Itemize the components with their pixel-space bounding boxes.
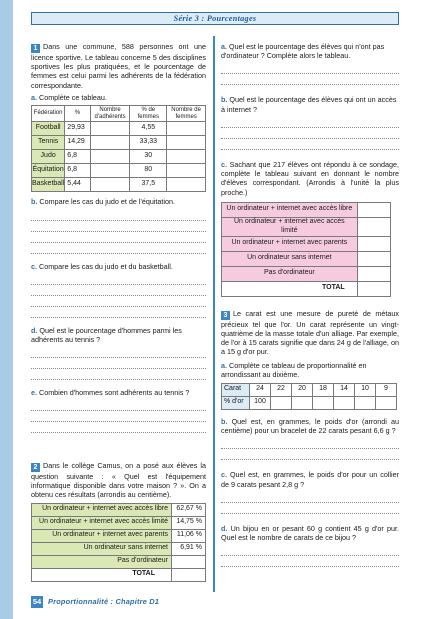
answer-cell[interactable] [167,122,206,136]
equipment-percent-table [31,503,206,582]
answer-cell[interactable] [376,396,397,409]
ex1-qa-text: Complète ce tableau. [39,92,107,102]
ex1-qe [31,388,206,397]
row-value: 6,91 % [172,542,206,555]
row-label: Un ordinateur sans internet [222,251,358,266]
table-cell: Basketball [32,178,65,192]
answer-lines[interactable] [31,210,206,254]
answer-cell[interactable] [167,150,206,164]
row-label: Un ordinateur sans internet [32,542,172,555]
ex1-qb-text: Compare les cas du judo et de l'équitation. [39,197,176,207]
table-row [32,516,206,529]
ex3-qa [221,361,399,379]
answer-cell[interactable] [357,251,390,266]
table-row [222,236,391,251]
federation-table [31,105,206,192]
ex1-qc-text: Compare les cas du judo et du basketball. [39,261,173,271]
answer-cell[interactable] [271,396,292,409]
ex1-qd-label: d. [31,325,38,335]
ex1-number: 1 [31,44,40,53]
table-cell: 6,8 [65,150,91,164]
total-row [222,281,391,296]
answer-cell[interactable] [355,396,376,409]
ex1-statement [31,42,206,90]
table-row [32,164,206,178]
ex1-qd-text: Quel est le pourcentage d'hommes parmi les adhérents au tennis ? [31,325,182,344]
answer-cell[interactable] [172,555,206,568]
table-cell: 80 [130,164,167,178]
header-cell: % de femmes [130,106,167,122]
ex1-qb [31,197,206,206]
answer-cell[interactable] [172,568,206,581]
table-cell: 4,55 [130,122,167,136]
gold-percent-row [222,396,397,409]
answer-cell[interactable] [357,236,390,251]
chapter-title: Proportionnalité : Chapitre D1 [48,597,160,606]
table-cell: 29,93 [65,122,91,136]
ex3-statement [221,309,399,357]
ex2-qb-text: Quel est le pourcentage des élèves qui ont un accès à internet ? [221,95,397,114]
table-cell: Football [32,122,65,136]
table-row [222,251,391,266]
table-cell: 9 [376,383,397,396]
table-cell: 10 [355,383,376,396]
table-row [32,136,206,150]
row-label: Pas d'ordinateur [222,266,358,281]
ex2-qc [221,160,399,197]
ex3-qa-label: a. [221,360,227,370]
row-value: 62,67 % [172,503,206,516]
answer-cell[interactable] [334,396,355,409]
row-value: 14,75 % [172,516,206,529]
ex3-qd-text: Un bijou en or pesant 60 g contient 45 g d'or pur. Quel est le nombre de carats de ce bijou ? [221,523,399,543]
total-label: TOTAL [222,281,358,296]
ex2-qa-label: a. [221,42,227,51]
ex1-qd [31,326,206,344]
carat-table [221,383,397,410]
ex3-qb-text: Quel est, en grammes, le poids d'or (arrondi au centième) pour un bracelet de 22 carats pesant 6,6 g ? [221,416,399,436]
ex3-text: Le carat est une mesure de pureté de métaux précieux tel que l'or. Un carat représente un vingt-quatrième de la masse totale d'un alliage. Par exemple, de l'or à 15 carats signifie que dans 24 g de l'alliage, on a 15 g d'or pur. [221,308,399,357]
answer-cell[interactable] [90,122,130,136]
table-cell: Équitation [32,164,65,178]
table-row [222,266,391,281]
header-cell: Nombre de femmes [167,106,206,122]
answer-lines[interactable] [31,400,206,433]
answer-cell[interactable] [357,217,390,236]
ex3-qb [221,417,399,435]
answer-lines[interactable] [221,545,399,567]
table-cell: 6,8 [65,164,91,178]
ex3-number: 3 [221,311,230,320]
table-cell: 33,33 [130,136,167,150]
row-label: Pas d'ordinateur [32,555,172,568]
row-label: Un ordinateur + internet avec parents [32,529,172,542]
table-row [32,122,206,136]
column-separator [213,36,215,592]
ex1-qe-label: e. [31,388,37,398]
table-cell: 14 [334,383,355,396]
table-row [32,503,206,516]
answer-cell[interactable] [167,178,206,192]
ex1-qa-label: a. [31,92,37,102]
answer-cell[interactable] [313,396,334,409]
federation-header-row [32,106,206,122]
table-row [32,150,206,164]
table-cell: Judo [32,150,65,164]
ex2-qc-label: c. [221,159,227,169]
ex3-qb-label: b. [221,416,228,426]
answer-lines[interactable] [221,63,399,85]
page-number: 54 [32,597,42,606]
ex2-number: 2 [31,463,40,472]
ex2-qa-text: Quel est le pourcentage des élèves qui n'ont pas d'ordinateur ? Complète alors le tableau. [221,42,385,61]
ex2-text: Dans le collège Camus, on a posé aux élèves la question suivante : « Quel est l'équipement informatique disponible dans votre maison ? ». On a obtenu ces résultats (arrondis au centième). [31,461,206,500]
exercise-2-questions [221,42,399,567]
ex1-text: Dans une commune, 588 personnes ont une licence sportive. Le tableau concerne 5 des disciplines sportives les plus pratiquées, et le pourcentage de femmes est celui parmi les adhérents de la fédération correspondante. [31,42,206,90]
table-cell: 18 [313,383,334,396]
page-edge-bar [0,0,13,619]
answer-lines[interactable] [221,492,399,514]
row-label: Un ordinateur + internet avec accès libre [32,503,172,516]
ex1-qc-label: c. [31,261,37,271]
table-cell: 37,5 [130,178,167,192]
table-cell: 30 [130,150,167,164]
row-label: Un ordinateur + internet avec accès libre [222,202,358,217]
series-banner: Série 3 : Pourcentages [31,12,399,25]
table-cell: 20 [292,383,313,396]
table-row [222,217,391,236]
table-row [32,555,206,568]
answer-cell[interactable] [357,266,390,281]
table-row [222,202,391,217]
header-cell: % [65,106,91,122]
answer-cell[interactable] [90,136,130,150]
row-value: 11,06 % [172,529,206,542]
table-cell: 5,44 [65,178,91,192]
answer-lines[interactable] [31,274,206,318]
ex1-qe-text: Combien d'hommes sont adhérents au tennis ? [39,388,190,398]
table-cell: 24 [250,383,271,396]
ex3-qc [221,470,399,488]
answer-lines[interactable] [221,438,399,460]
table-row [32,178,206,192]
table-cell: 22 [271,383,292,396]
ex2-qa [221,42,399,60]
header-cell: Nombre d'adhérents [90,106,130,122]
answer-cell[interactable] [167,136,206,150]
ex2-qc-text: Sachant que 217 élèves ont répondu à ce sondage, complète le tableau suivant en donnant le nombre d'élèves correspondant. (Arrondis à l'unité la plus proche.) [221,159,399,197]
equipment-count-table [221,202,391,297]
exercise-2-statement [31,461,206,582]
answer-cell[interactable] [167,164,206,178]
ex2-qb-label: b. [221,95,228,105]
row-header: Carat [222,383,250,396]
ex3-qd [221,524,399,542]
table-row [32,542,206,555]
answer-cell[interactable] [357,202,390,217]
exercise-1 [31,42,206,433]
table-cell: 14,29 [65,136,91,150]
answer-lines[interactable] [221,117,399,150]
ex3-qc-text: Quel est, en grammes, le poids d'or pour un collier de 9 carats pesant 2,8 g ? [221,470,400,489]
carat-row [222,383,397,396]
ex3-qd-label: d. [221,523,228,533]
table-cell: Tennis [32,136,65,150]
ex1-qb-label: b. [31,197,38,207]
answer-cell[interactable] [90,164,130,178]
table-row [32,529,206,542]
answer-cell[interactable] [90,150,130,164]
header-cell: Fédération [32,106,65,122]
total-label: TOTAL [32,568,172,581]
ex3-qc-label: c. [221,470,227,480]
table-cell: 100 [250,396,271,409]
answer-cell[interactable] [292,396,313,409]
ex3-qa-text: Complète ce tableau de proportionnalité en arrondissant au dixième. [221,360,367,379]
row-label: Un ordinateur + internet avec parents [222,236,358,251]
answer-cell[interactable] [90,178,130,192]
ex2-qb [221,95,399,113]
row-label: Un ordinateur + internet avec accès limité [32,516,172,529]
ex1-qc [31,262,206,271]
total-row [32,568,206,581]
row-label: Un ordinateur + internet avec accès limité [222,217,358,236]
row-header: % d'or [222,396,250,409]
answer-lines[interactable] [31,347,206,380]
answer-cell[interactable] [357,281,390,296]
ex1-qa [31,93,206,102]
ex2-statement [31,461,206,500]
